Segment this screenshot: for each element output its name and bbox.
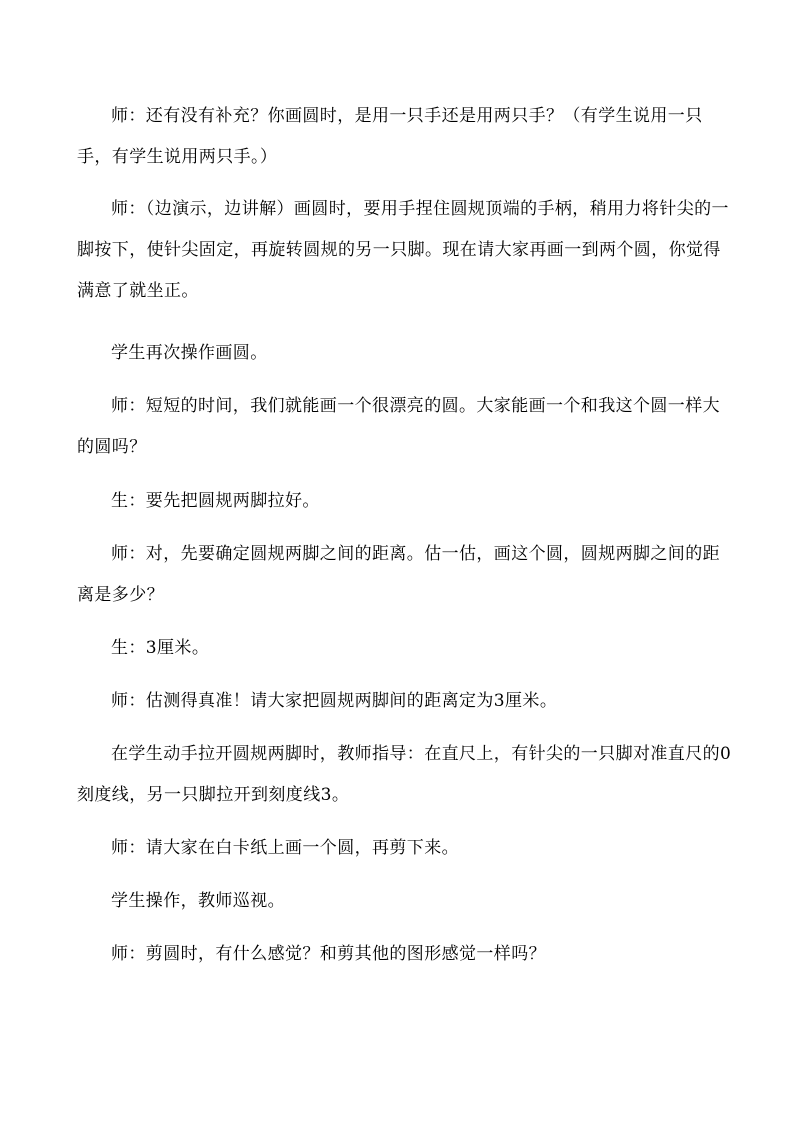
paragraph-8: 师：估测得真准！请大家把圆规两脚间的距离定为3厘米。	[111, 691, 558, 711]
paragraph-9: 在学生动手拉开圆规两脚时，教师指导：在直尺上，有针尖的一只脚对准直尺的0刻度线，另一只脚拉开到刻度线3。	[77, 744, 732, 805]
paragraph-4: 师：短短的时间，我们就能画一个很漂亮的圆。大家能画一个和我这个圆一样大的圆吗？	[77, 396, 720, 457]
paragraph-11: 学生操作，教师巡视。	[111, 891, 285, 911]
paragraph-5: 生：要先把圆规两脚拉好。	[111, 491, 320, 511]
paragraph-7: 生：3厘米。	[111, 638, 210, 658]
paragraph-10: 师：请大家在白卡纸上画一个圆，再剪下来。	[111, 838, 459, 858]
paragraph-12: 师：剪圆时，有什么感觉？和剪其他的图形感觉一样吗？	[111, 944, 546, 964]
paragraph-6: 师：对，先要确定圆规两脚之间的距离。估一估，画这个圆，圆规两脚之间的距离是多少？	[77, 544, 720, 605]
paragraph-2: 师：（边演示，边讲解）画圆时，要用手捏住圆规顶端的手柄，稍用力将针尖的一脚按下，使针尖固定，再旋转圆规的另一只脚。现在请大家再画一到两个圆，你觉得满意了就坐正。	[77, 199, 729, 301]
paragraph-3: 学生再次操作画圆。	[111, 343, 268, 363]
paragraph-1: 师：还有没有补充？你画圆时，是用一只手还是用两只手？（有学生说用一只手，有学生说用两只手。）	[77, 106, 703, 167]
